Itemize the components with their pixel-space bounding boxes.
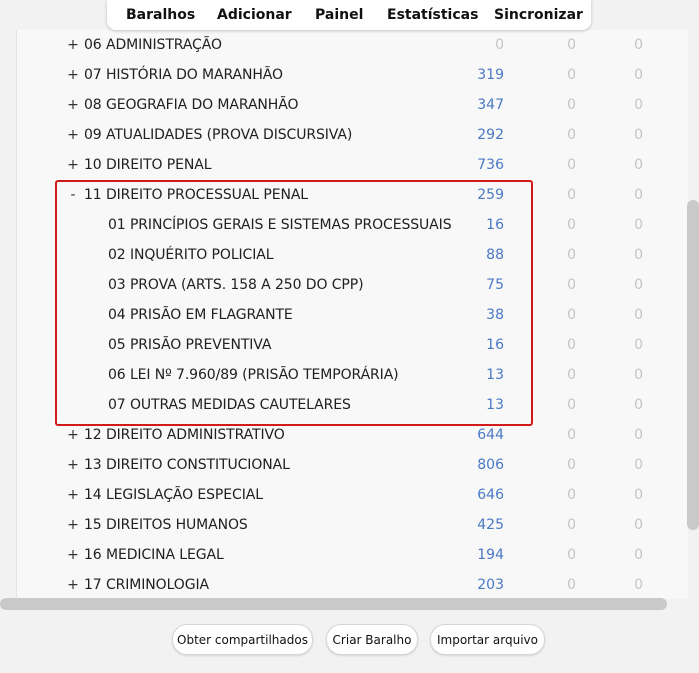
get-shared-button[interactable]: Obter compartilhados (172, 624, 313, 655)
deck-name[interactable]: 16 MEDICINA LEGAL (84, 547, 224, 563)
learn-count: 0 (567, 277, 576, 293)
new-count: 194 (477, 547, 504, 563)
due-count: 0 (634, 397, 643, 413)
deck-list (16, 30, 688, 599)
learn-count: 0 (567, 577, 576, 593)
learn-count: 0 (567, 67, 576, 83)
deck-row[interactable] (17, 510, 677, 540)
deck-name[interactable]: 02 INQUÉRITO POLICIAL (108, 247, 274, 263)
learn-count: 0 (567, 397, 576, 413)
learn-count: 0 (567, 487, 576, 503)
learn-count: 0 (567, 367, 576, 383)
deck-name[interactable]: 07 HISTÓRIA DO MARANHÃO (84, 67, 283, 83)
horizontal-scrollbar[interactable] (0, 598, 667, 610)
new-count: 13 (486, 397, 504, 413)
learn-count: 0 (567, 517, 576, 533)
learn-count: 0 (567, 337, 576, 353)
deck-name[interactable]: 06 ADMINISTRAÇÃO (84, 37, 222, 53)
expand-toggle[interactable]: + (67, 427, 79, 443)
deck-row[interactable] (17, 570, 677, 599)
due-count: 0 (634, 217, 643, 233)
new-count: 347 (477, 97, 504, 113)
deck-name[interactable]: 05 PRISÃO PREVENTIVA (108, 337, 272, 353)
new-count: 644 (477, 427, 504, 443)
new-count: 16 (486, 217, 504, 233)
deck-name[interactable]: 09 ATUALIDADES (PROVA DISCURSIVA) (84, 127, 353, 143)
create-deck-button[interactable]: Criar Baralho (326, 624, 418, 655)
deck-row[interactable] (17, 180, 677, 210)
new-count: 646 (477, 487, 504, 503)
subdeck-row[interactable] (17, 390, 677, 420)
deck-row[interactable] (17, 420, 677, 450)
new-count: 425 (477, 517, 504, 533)
expand-toggle[interactable]: + (67, 127, 79, 143)
due-count: 0 (634, 37, 643, 53)
learn-count: 0 (567, 427, 576, 443)
expand-toggle[interactable]: + (67, 547, 79, 563)
deck-row[interactable] (17, 540, 677, 570)
deck-row[interactable] (17, 120, 677, 150)
deck-name[interactable]: 14 LEGISLAÇÃO ESPECIAL (84, 487, 263, 503)
deck-name[interactable]: 10 DIREITO PENAL (84, 157, 212, 173)
due-count: 0 (634, 517, 643, 533)
learn-count: 0 (567, 157, 576, 173)
learn-count: 0 (567, 187, 576, 203)
due-count: 0 (634, 367, 643, 383)
deck-row[interactable] (17, 150, 677, 180)
new-count: 292 (477, 127, 504, 143)
deck-name[interactable]: 12 DIREITO ADMINISTRATIVO (84, 427, 285, 443)
subdeck-row[interactable] (17, 240, 677, 270)
due-count: 0 (634, 547, 643, 563)
deck-name[interactable]: 13 DIREITO CONSTITUCIONAL (84, 457, 290, 473)
deck-name[interactable]: 03 PROVA (ARTS. 158 A 250 DO CPP) (108, 277, 364, 293)
subdeck-row[interactable] (17, 300, 677, 330)
new-count: 88 (486, 247, 504, 263)
new-count: 38 (486, 307, 504, 323)
expand-toggle[interactable]: + (67, 577, 79, 593)
deck-name[interactable]: 17 CRIMINOLOGIA (84, 577, 209, 593)
new-count: 75 (486, 277, 504, 293)
add-button[interactable]: Adicionar (217, 7, 292, 23)
due-count: 0 (634, 67, 643, 83)
new-count: 16 (486, 337, 504, 353)
vertical-scrollbar[interactable] (687, 200, 699, 530)
expand-toggle[interactable]: + (67, 37, 79, 53)
learn-count: 0 (567, 97, 576, 113)
due-count: 0 (634, 157, 643, 173)
deck-row[interactable] (17, 90, 677, 120)
expand-toggle[interactable]: + (67, 97, 79, 113)
learn-count: 0 (567, 307, 576, 323)
new-count: 203 (477, 577, 504, 593)
learn-count: 0 (567, 37, 576, 53)
due-count: 0 (634, 307, 643, 323)
import-file-button[interactable]: Importar arquivo (430, 624, 545, 655)
learn-count: 0 (567, 547, 576, 563)
due-count: 0 (634, 427, 643, 443)
due-count: 0 (634, 577, 643, 593)
deck-name[interactable]: 04 PRISÃO EM FLAGRANTE (108, 307, 293, 323)
deck-name[interactable]: 01 PRINCÍPIOS GERAIS E SISTEMAS PROCESSUAIS (108, 217, 452, 233)
learn-count: 0 (567, 217, 576, 233)
deck-row[interactable] (17, 30, 677, 60)
new-count: 13 (486, 367, 504, 383)
subdeck-row[interactable] (17, 360, 677, 390)
learn-count: 0 (567, 457, 576, 473)
deck-name[interactable]: 07 OUTRAS MEDIDAS CAUTELARES (108, 397, 351, 413)
new-count: 0 (495, 37, 504, 53)
expand-toggle[interactable]: + (67, 517, 79, 533)
due-count: 0 (634, 337, 643, 353)
new-count: 806 (477, 457, 504, 473)
due-count: 0 (634, 247, 643, 263)
sync-button[interactable]: Sincronizar (494, 7, 583, 23)
expand-toggle[interactable]: + (67, 487, 79, 503)
expand-toggle[interactable]: + (67, 67, 79, 83)
expand-toggle[interactable]: + (67, 457, 79, 473)
learn-count: 0 (567, 247, 576, 263)
due-count: 0 (634, 187, 643, 203)
due-count: 0 (634, 487, 643, 503)
collapse-toggle[interactable]: - (70, 187, 76, 203)
due-count: 0 (634, 97, 643, 113)
learn-count: 0 (567, 127, 576, 143)
due-count: 0 (634, 277, 643, 293)
subdeck-row[interactable] (17, 270, 677, 300)
deck-name[interactable]: 06 LEI Nº 7.960/89 (PRISÃO TEMPORÁRIA) (108, 367, 399, 383)
expand-toggle[interactable]: + (67, 157, 79, 173)
stats-button[interactable]: Estatísticas (387, 7, 479, 23)
subdeck-row[interactable] (17, 330, 677, 360)
top-toolbar (107, 0, 591, 30)
new-count: 319 (477, 67, 504, 83)
deck-name[interactable]: 15 DIREITOS HUMANOS (84, 517, 248, 533)
subdeck-row[interactable] (17, 210, 677, 240)
deck-name[interactable]: 11 DIREITO PROCESSUAL PENAL (84, 187, 308, 203)
decks-button[interactable]: Baralhos (126, 7, 196, 23)
due-count: 0 (634, 127, 643, 143)
due-count: 0 (634, 457, 643, 473)
deck-row[interactable] (17, 480, 677, 510)
deck-row[interactable] (17, 450, 677, 480)
new-count: 259 (477, 187, 504, 203)
browse-button[interactable]: Painel (315, 7, 364, 23)
new-count: 736 (477, 157, 504, 173)
deck-name[interactable]: 08 GEOGRAFIA DO MARANHÃO (84, 97, 299, 113)
deck-row[interactable] (17, 60, 677, 90)
